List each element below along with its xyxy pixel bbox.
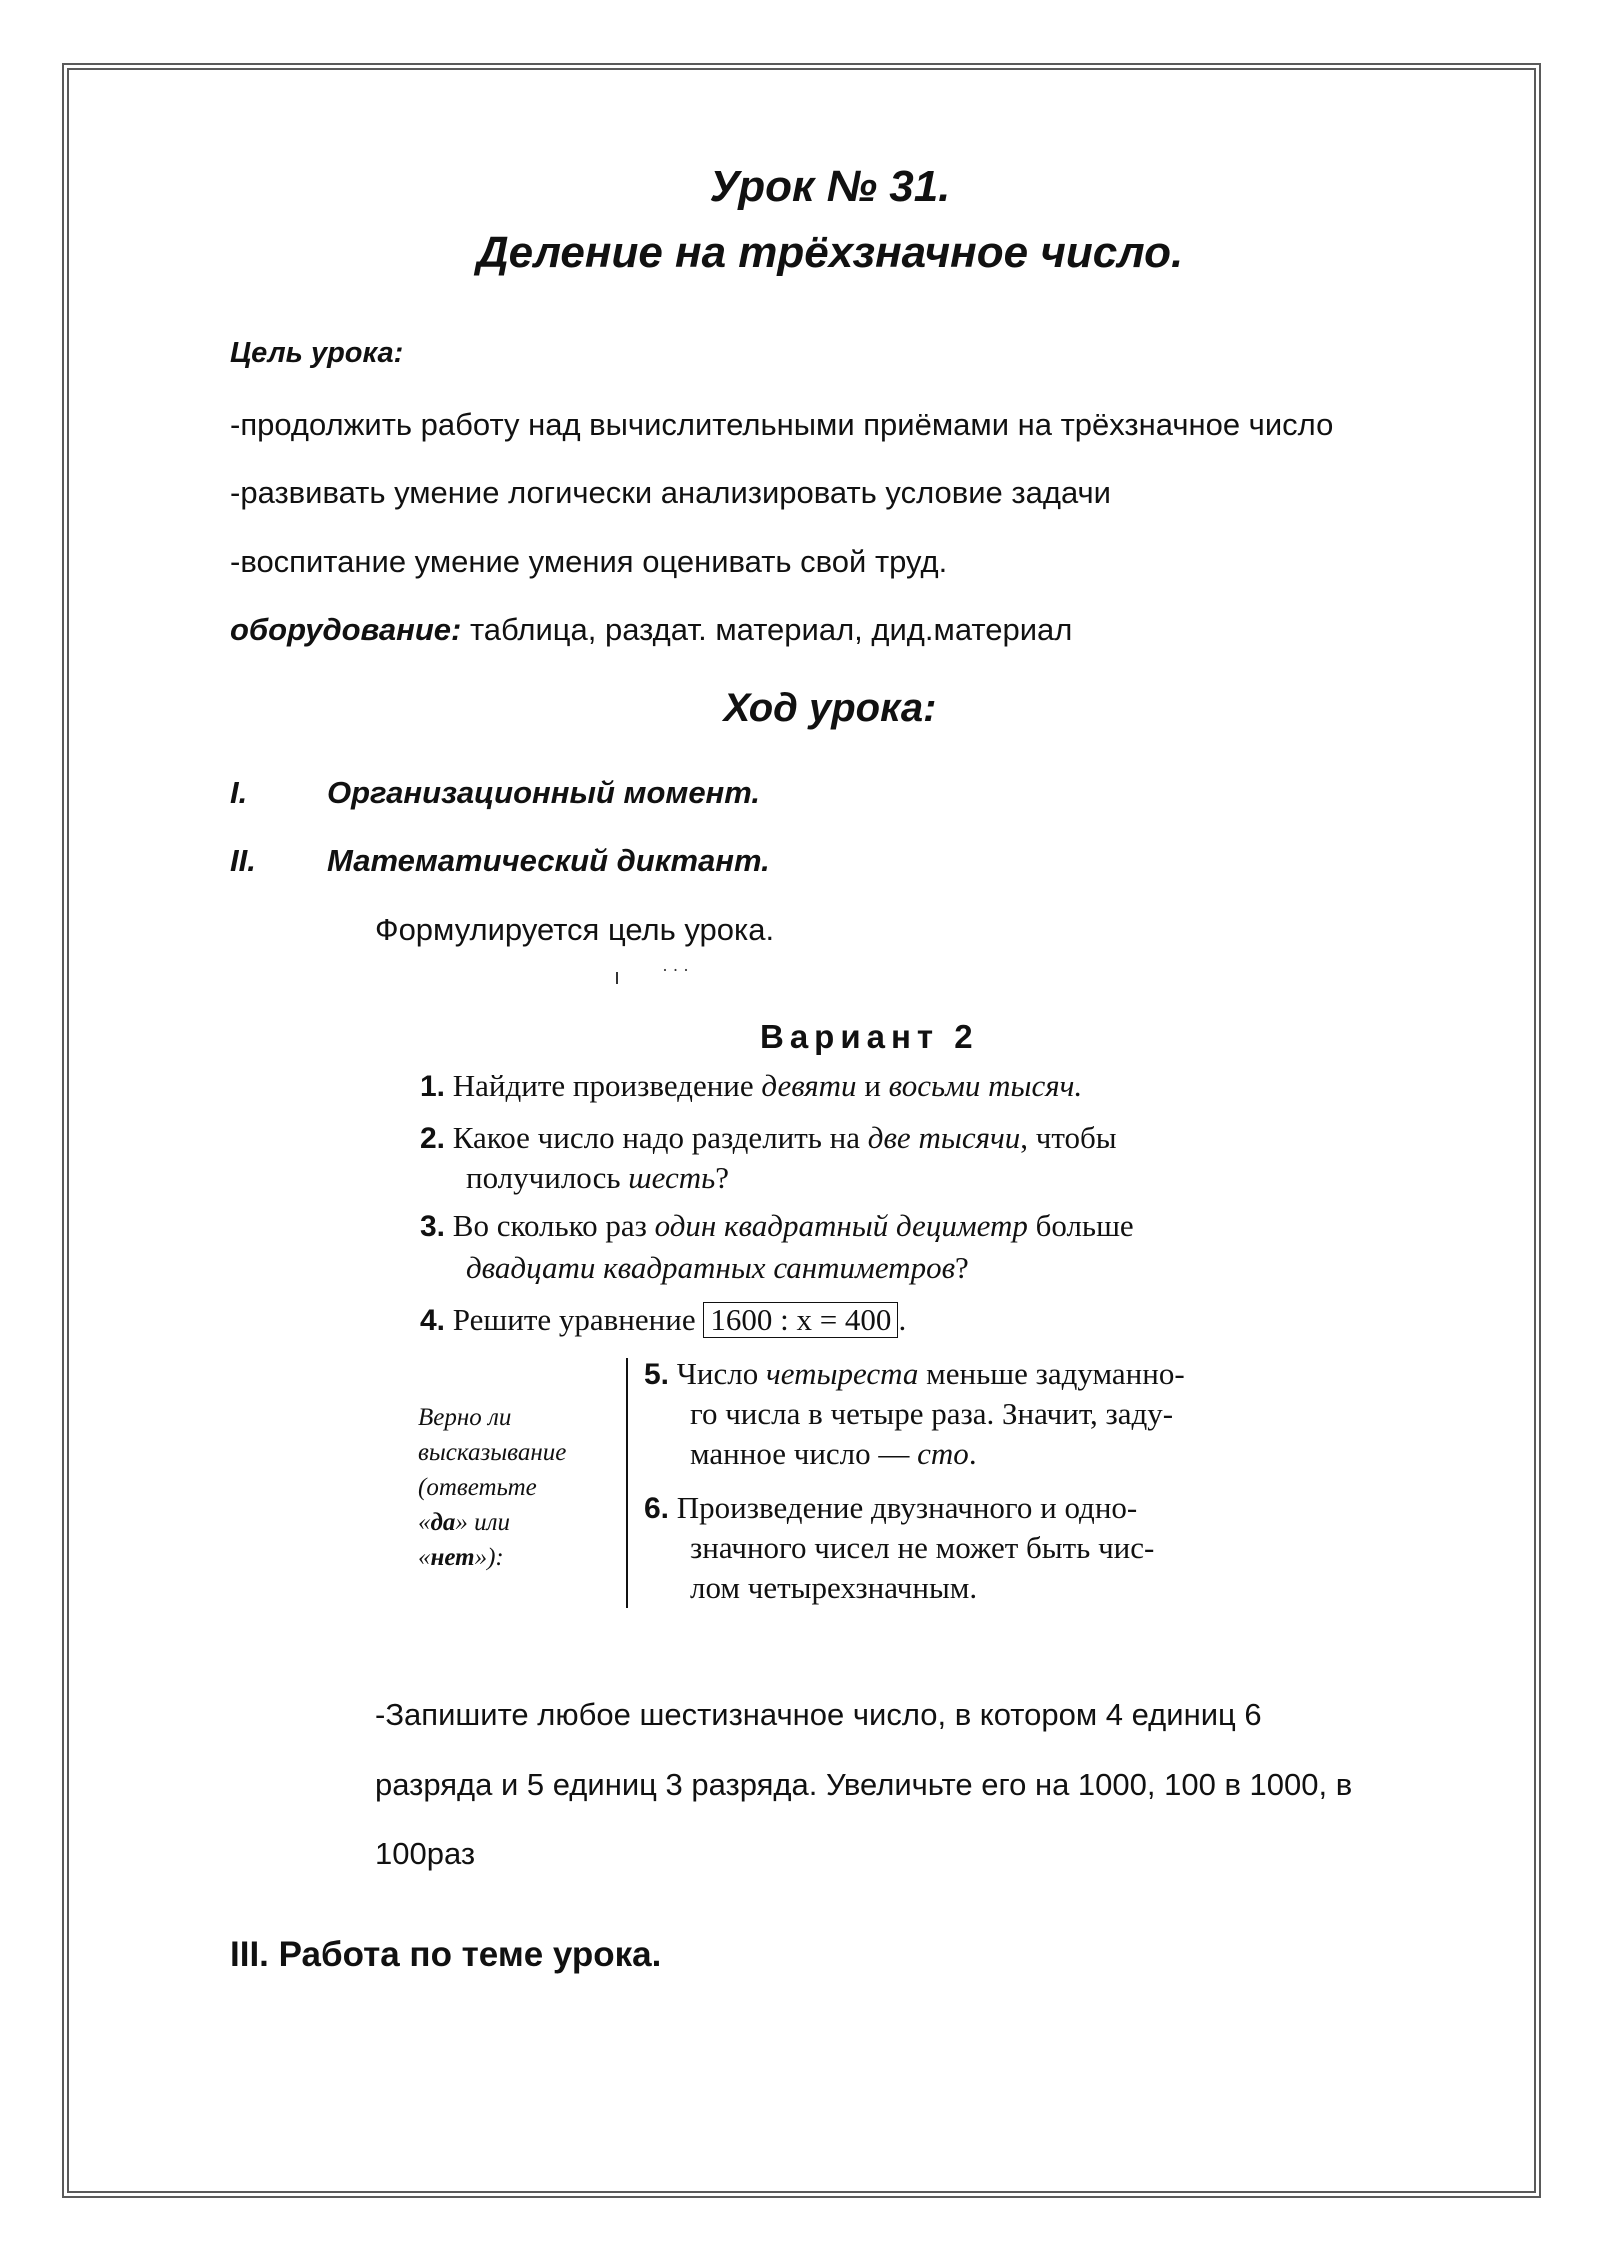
goal-item: -развивать умение логически анализировать условие задачи: [230, 475, 1111, 510]
question-3: [420, 1208, 1134, 1244]
scan-artifact-dots: · · ·: [662, 960, 689, 980]
side-note-line: [418, 1540, 608, 1575]
question-5: [644, 1356, 1185, 1392]
side-note-line: (ответьте: [418, 1474, 537, 1501]
goal-item: -воспитание умение умения оценивать свой труд.: [230, 544, 948, 579]
question-number: 3.: [420, 1210, 446, 1243]
question-text: получилось: [466, 1160, 629, 1195]
question-2-line-2: [466, 1160, 729, 1196]
question-text: Во сколько раз: [452, 1208, 655, 1243]
question-number: 5.: [644, 1358, 670, 1391]
question-text: ?: [955, 1250, 969, 1285]
question-italic: две тысячи: [867, 1120, 1021, 1155]
question-number: 4.: [420, 1304, 446, 1337]
question-number: 6.: [644, 1492, 670, 1525]
section-3-heading: III. Работа по теме урока.: [230, 1935, 662, 1974]
formulation-text: Формулируется цель урока.: [375, 912, 775, 947]
side-note-text: «: [418, 1509, 431, 1536]
question-4: [420, 1302, 906, 1338]
question-text: Решите уравнение: [452, 1302, 704, 1337]
side-note-bold: нет: [430, 1544, 475, 1571]
task-line: разряда и 5 единиц 3 разряда. Увеличьте его на 1000, 100 в 1000, в: [375, 1767, 1353, 1802]
question-text: , чтобы: [1020, 1120, 1117, 1155]
side-note-line: высказывание: [418, 1439, 567, 1466]
question-italic: двадцати квадратных сантиметров: [466, 1250, 956, 1285]
question-italic: шесть: [628, 1160, 716, 1195]
section-number: II.: [230, 843, 256, 878]
side-note-text: »):: [474, 1544, 504, 1571]
side-note-text: » или: [455, 1509, 511, 1536]
question-3-line-2: [466, 1250, 969, 1286]
side-note-line: Верно ли: [418, 1404, 512, 1431]
question-italic: один квадратный дециметр: [654, 1208, 1028, 1243]
question-italic: восьми тысяч.: [888, 1068, 1083, 1103]
variant-heading: Вариант 2: [760, 1018, 979, 1055]
task-line: -Запишите любое шестизначное число, в котором 4 единиц 6: [375, 1697, 1262, 1732]
equipment-label: оборудование:: [230, 612, 462, 647]
question-text: ?: [715, 1160, 730, 1195]
question-1: [420, 1068, 1082, 1104]
question-text: меньше задуманно-: [918, 1356, 1185, 1391]
question-italic: четыреста: [766, 1356, 919, 1391]
lesson-topic: Деление на трёхзначное число.: [476, 228, 1184, 277]
course-heading: Ход урока:: [723, 686, 937, 730]
goal-item: -продолжить работу над вычислительными приёмами на трёхзначное число: [230, 407, 1334, 442]
section-number: I.: [230, 775, 248, 810]
question-text: Произведение двузначного и одно-: [676, 1490, 1138, 1525]
question-italic: сто: [917, 1436, 969, 1471]
question-text: .: [968, 1436, 977, 1471]
question-text: Найдите произведение: [452, 1068, 762, 1103]
question-6-line-2: значного чисел не может быть чис-: [690, 1530, 1155, 1565]
divider-line: [626, 1358, 628, 1608]
side-note-text: «: [418, 1544, 431, 1571]
equation-box: 1600 : x = 400: [703, 1302, 898, 1338]
question-text: Число: [676, 1356, 766, 1391]
side-note-line: [418, 1505, 608, 1540]
question-text: манное число —: [690, 1436, 918, 1471]
equipment-line: [230, 612, 1072, 648]
question-text: и: [856, 1068, 889, 1103]
task-line: 100раз: [375, 1836, 476, 1871]
section-title: Организационный момент.: [327, 775, 761, 810]
side-note: [418, 1400, 608, 1575]
dictation-worksheet: [400, 960, 1320, 1620]
lesson-title: Урок № 31.: [709, 162, 951, 211]
section-title: Математический диктант.: [327, 843, 770, 878]
question-6-line-3: лом четырехзначным.: [690, 1570, 978, 1605]
question-6: [644, 1490, 1137, 1526]
question-number: 1.: [420, 1070, 446, 1103]
goals-heading: Цель урока:: [230, 337, 404, 369]
question-text: .: [898, 1302, 907, 1337]
question-5-line-2: го числа в четыре раза. Значит, заду-: [690, 1396, 1174, 1431]
equipment-value: таблица, раздат. материал, дид.материал: [461, 612, 1073, 647]
question-text: Какое число надо разделить на: [452, 1120, 868, 1155]
scan-artifact-mark: [616, 972, 618, 984]
question-number: 2.: [420, 1122, 446, 1155]
question-5-line-3: [690, 1436, 977, 1472]
question-text: больше: [1027, 1208, 1134, 1243]
question-italic: девяти: [761, 1068, 857, 1103]
question-2: [420, 1120, 1117, 1156]
side-note-bold: да: [430, 1509, 456, 1536]
